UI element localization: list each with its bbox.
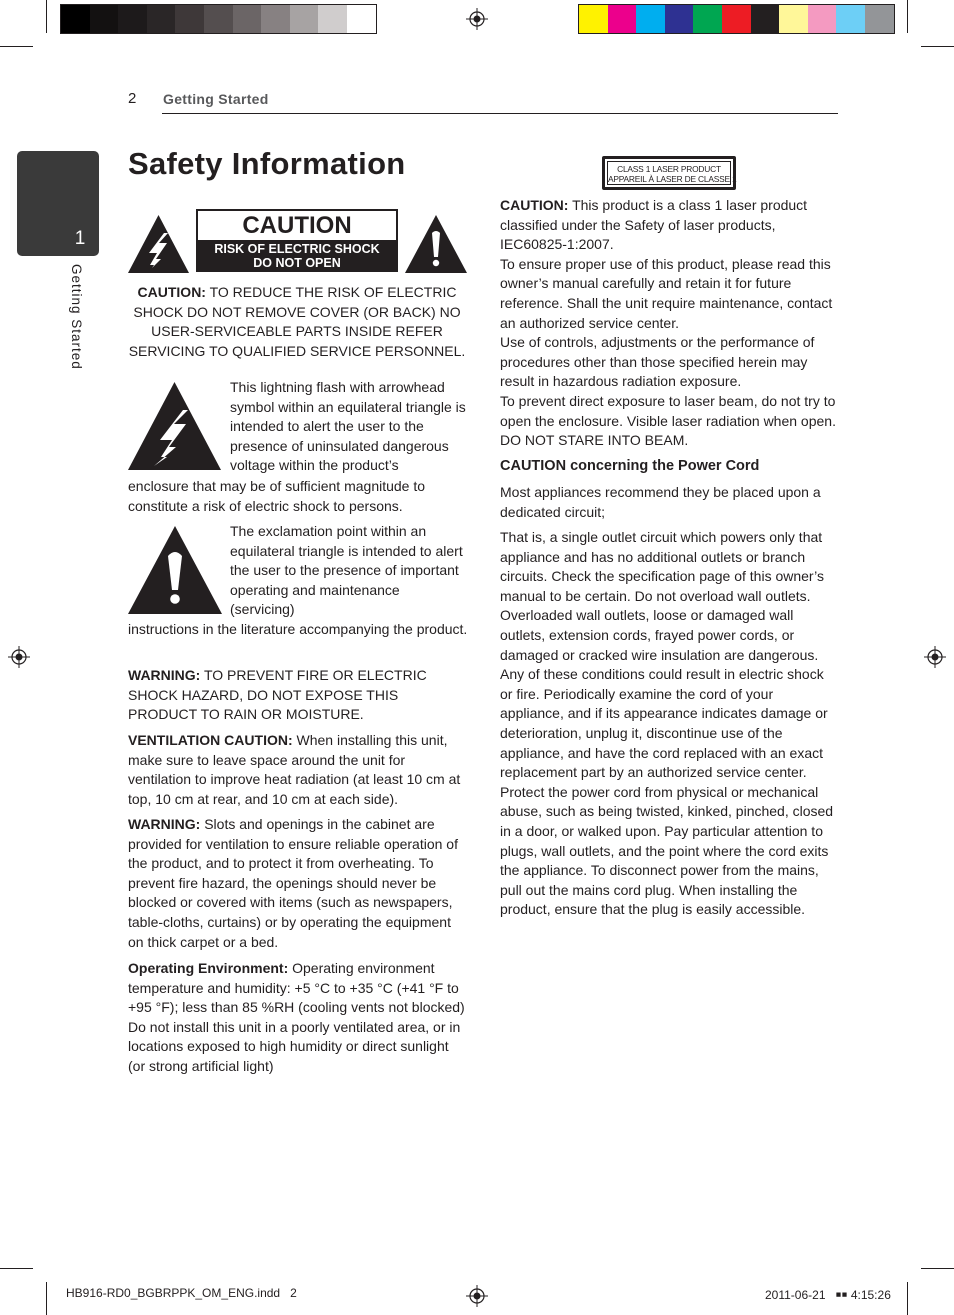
power-cord-heading: CAUTION concerning the Power Cord bbox=[500, 458, 760, 474]
crop-mark bbox=[46, 0, 47, 33]
caution-line-1: RISK OF ELECTRIC SHOCK bbox=[214, 242, 380, 256]
header-rule bbox=[162, 113, 838, 114]
color-swatch bbox=[722, 5, 751, 33]
exclamation-symbol-text-cont: instructions in the literature accompanying the product. bbox=[128, 621, 468, 637]
warning-openings: WARNING: Slots and openings in the cabinet are provided for ventilation to ensure reliable operation of the product, and to protect it from overheating. To prevent fire hazard, the openings should never be blocked or covered with items (such as newspapers, table-cloths, curtains) or by operating the equipment on thick carpet or a bed. bbox=[128, 816, 458, 950]
crop-mark bbox=[907, 0, 908, 33]
color-swatch bbox=[261, 5, 290, 33]
color-swatch bbox=[290, 5, 319, 33]
color-swatch bbox=[347, 5, 376, 33]
registration-mark-icon bbox=[924, 646, 946, 668]
color-swatch bbox=[808, 5, 837, 33]
color-swatch bbox=[665, 5, 694, 33]
power-cord-para-2: That is, a single outlet circuit which powers only that appliance and has no additional outlets or branch circuits. Check the specification page of this owner’s manual to be certain. Do not overload wall outlets. Overloaded wall outlets, loose or damaged wall outlets, extension cords, frayed power cords, or damaged or cracked wire insulation are dangerous. Any of these conditions could result in electric shock or fire. Periodically examine the cord of your appliance, and if its appearance indicates damage or deterioration, unplug it, discontinue use of the appliance, and have the cord replaced with an exact replacement part by an authorized service center. Protect the power cord from physical or mechanical abuse, such as being twisted, kinked, pinched, closed in a door, or walked upon. Pay particular attention to plugs, wall outlets, and the point where the cord exits the appliance. To disconnect power from the mains, pull out the mains cord plug. When installing the product, ensure that the plug is easily accessible. bbox=[500, 529, 834, 918]
color-swatch bbox=[61, 5, 90, 33]
caution-statement: CAUTION: TO REDUCE THE RISK OF ELECTRIC SHOCK DO NOT REMOVE COVER (OR BACK) NO USER-SERVICEABLE PARTS INSIDE REFER SERVICING TO QUALIFIED SERVICE PERSONNEL. bbox=[128, 284, 466, 359]
exclamation-symbol-text: The exclamation point within an equilateral triangle is intended to alert the user to the presence of important operating and maintenance (servicing) bbox=[230, 523, 463, 618]
color-swatch bbox=[579, 5, 608, 33]
page-number: 2 bbox=[128, 90, 137, 107]
color-swatch bbox=[90, 5, 119, 33]
registration-mark-icon bbox=[8, 646, 30, 668]
operating-environment: Operating Environment: Operating environment temperature and humidity: +5 °C to +35 °C (+41 °F to +95 °F); less than 85 %RH (cooling vents not blocked) Do not install this unit in a poorly ventilated area, or in locations exposed to high humidity or direct sunlight (or strong artificial light) bbox=[128, 960, 465, 1074]
color-swatch bbox=[233, 5, 262, 33]
caution-word: CAUTION bbox=[242, 212, 352, 239]
color-swatch bbox=[865, 5, 894, 33]
process-color-bar bbox=[578, 4, 895, 34]
color-swatch bbox=[693, 5, 722, 33]
registration-mark-icon bbox=[466, 1285, 488, 1307]
crop-mark bbox=[46, 1282, 47, 1315]
laser-line-2: APPAREIL À LASER DE CLASSE 1 bbox=[608, 174, 737, 184]
color-swatch bbox=[636, 5, 665, 33]
footer-timestamp: 2011-06-21 ￭￭ 4:15:26 bbox=[765, 1288, 891, 1302]
caution-band bbox=[198, 240, 396, 270]
power-cord-para-1: Most appliances recommend they be placed upon a dedicated circuit; bbox=[500, 484, 821, 520]
page-title: Safety Information bbox=[128, 146, 406, 181]
warning-moisture: WARNING: TO PREVENT FIRE OR ELECTRIC SHOCK HAZARD, DO NOT EXPOSE THIS PRODUCT TO RAIN OR MOISTURE. bbox=[128, 667, 427, 723]
color-swatch bbox=[118, 5, 147, 33]
ventilation-caution: VENTILATION CAUTION: When installing this unit, make sure to leave space around the unit for ventilation to improve heat radiation (at least 10 cm at top, 10 cm at rear, and 10 cm at each side). bbox=[128, 732, 461, 807]
laser-caution: CAUTION: This product is a class 1 laser product classified under the Safety of laser products, IEC60825-1:2007. To ensure proper use of this product, please read this owner’s manual carefully and retain it for future reference. Shall the unit require maintenance, contact an authorized service center. Use of controls, adjustments or the performance of procedures other than those specified herein may result in hazardous radiation exposure. To prevent direct exposure to laser beam, do not try to open the enclosure. Visible laser radiation when open. DO NOT STARE INTO BEAM. bbox=[500, 197, 836, 449]
laser-class-label bbox=[602, 156, 736, 190]
crop-mark bbox=[921, 1268, 954, 1269]
registration-mark-icon bbox=[466, 8, 488, 30]
laser-class-label-inner bbox=[607, 161, 737, 185]
caution-line-2: DO NOT OPEN bbox=[253, 256, 341, 270]
footer-filename: HB916-RD0_BGBRPPK_OM_ENG.indd 2 bbox=[66, 1286, 297, 1300]
lightning-symbol-text-cont: enclosure that may be of sufficient magnitude to constitute a risk of electric shock to persons. bbox=[128, 478, 426, 514]
color-swatch bbox=[318, 5, 347, 33]
exclamation-warning-icon bbox=[405, 215, 467, 273]
color-swatch bbox=[836, 5, 865, 33]
color-swatch bbox=[608, 5, 637, 33]
color-swatch bbox=[751, 5, 780, 33]
color-swatch bbox=[204, 5, 233, 33]
lightning-symbol-text: This lightning flash with arrowhead symbol within an equilateral triangle is intended to alert the user to the presence of uninsulated dangerous voltage within the product’s bbox=[230, 379, 466, 474]
lightning-warning-icon bbox=[128, 215, 189, 273]
color-swatch bbox=[147, 5, 176, 33]
color-swatch bbox=[779, 5, 808, 33]
crop-mark bbox=[0, 1268, 33, 1269]
chapter-label: Getting Started bbox=[69, 264, 84, 370]
color-swatch bbox=[175, 5, 204, 33]
lightning-symbol-icon bbox=[128, 382, 221, 470]
exclamation-symbol-icon bbox=[128, 526, 222, 614]
grayscale-color-bar bbox=[60, 4, 377, 34]
caution-label bbox=[196, 209, 398, 272]
crop-mark bbox=[0, 46, 33, 47]
chapter-number: 1 bbox=[74, 228, 86, 249]
running-header: Getting Started bbox=[163, 91, 269, 107]
laser-line-1: CLASS 1 LASER PRODUCT bbox=[617, 164, 721, 174]
crop-mark bbox=[907, 1282, 908, 1315]
crop-mark bbox=[921, 46, 954, 47]
